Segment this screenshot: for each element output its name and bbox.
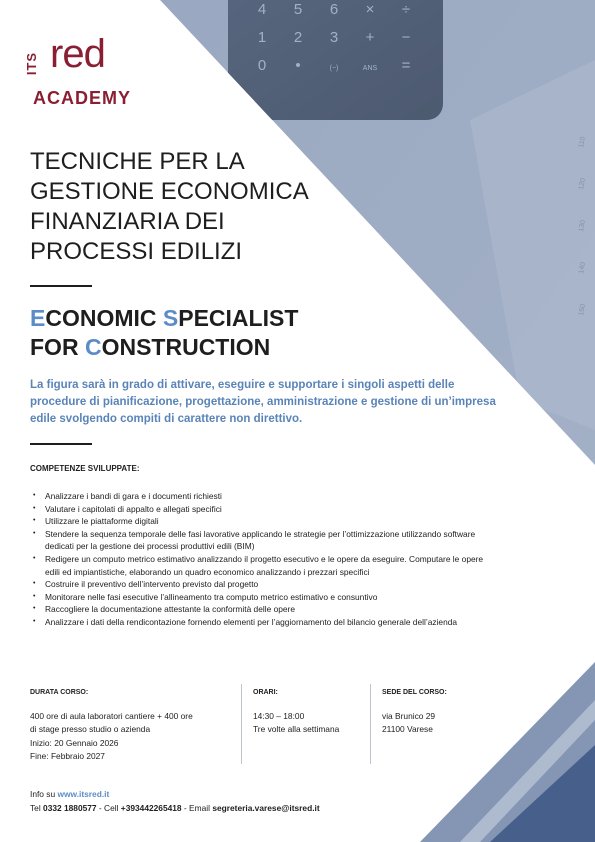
durata-end: Fine: Febbraio 2027 bbox=[30, 751, 105, 762]
logo-academy-text: ACADEMY bbox=[33, 88, 132, 108]
durata-line: 400 ore di aula laboratori cantiere + 400 ore bbox=[30, 710, 193, 721]
competenze-heading: COMPETENZE SVILUPPATE: bbox=[30, 464, 140, 473]
list-item: • Valutare i capitolati di appalto e allegati specifici bbox=[30, 503, 495, 516]
subtitle-initial: E bbox=[30, 305, 46, 331]
durata-start: Inizio: 20 Gennaio 2026 bbox=[30, 737, 119, 748]
page-title bbox=[30, 147, 360, 267]
sede-section bbox=[382, 686, 502, 737]
website-link[interactable]: www.itsred.it bbox=[57, 789, 110, 799]
orari-time: 14:30 – 18:00 bbox=[253, 710, 305, 721]
list-item: • Redigere un computo metrico estimativo analizzando il progetto esecutivo e le opere da eseguire. Computare le opere edili ed impiantistiche, elaborando un quadro economico analizzando i prezzari specifici bbox=[30, 553, 495, 578]
contact-block bbox=[30, 788, 320, 815]
subtitle-text: PECIALIST bbox=[178, 305, 299, 331]
column-divider bbox=[241, 684, 242, 764]
subtitle-text: CONOMIC bbox=[45, 305, 163, 331]
orari-section bbox=[253, 686, 363, 737]
title-line: FINANZIARIA DEI bbox=[30, 208, 225, 235]
subtitle-initial: S bbox=[162, 305, 179, 331]
durata-label: DURATA CORSO: bbox=[30, 689, 89, 696]
subtitle-text: ONSTRUCTION bbox=[101, 334, 271, 360]
durata-section bbox=[30, 686, 235, 764]
info-prefix: Info su bbox=[30, 789, 58, 799]
email-prefix: - Email bbox=[181, 802, 213, 813]
phone-number[interactable]: 0332 1880577 bbox=[43, 802, 97, 813]
competenze-list bbox=[30, 490, 495, 629]
course-subtitle bbox=[30, 304, 298, 362]
title-line: GESTIONE ECONOMICA bbox=[30, 178, 309, 205]
sede-label: SEDE DEL CORSO: bbox=[382, 689, 447, 696]
list-item: • Stendere la sequenza temporale delle fasi lavorative applicando le strategie per l’ottimizzazione utilizzando software dedicati per la gestione dei processi produttivi edili (BIM) bbox=[30, 528, 495, 553]
orari-label: ORARI: bbox=[253, 689, 278, 696]
cell-prefix: - Cell bbox=[96, 802, 121, 813]
email-link[interactable]: segreteria.varese@itsred.it bbox=[212, 802, 320, 813]
durata-line: di stage presso studio o azienda bbox=[30, 724, 151, 735]
course-description: La figura sarà in grado di attivare, eseguire e supportare i singoli aspetti delle procedure di pianificazione, progettazione, amministrazione e gestione di un’impresa edile svolgendo compiti di carattere non direttivo. bbox=[30, 379, 496, 425]
column-divider bbox=[370, 684, 371, 764]
logo-its-text: ITS bbox=[24, 51, 40, 76]
logo-red-text: red bbox=[50, 32, 105, 76]
title-line: PROCESSI EDILIZI bbox=[30, 238, 243, 265]
its-red-academy-logo bbox=[24, 32, 142, 108]
list-item: • Utilizzare le piattaforme digitali bbox=[30, 515, 495, 528]
list-item: • Raccogliere la documentazione attestante la conformità delle opere bbox=[30, 603, 495, 616]
subtitle-initial: C bbox=[84, 334, 102, 360]
cell-number[interactable]: +393442265418 bbox=[120, 802, 182, 813]
sede-city: 21100 Varese bbox=[382, 724, 433, 735]
orari-frequency: Tre volte alla settimana bbox=[253, 724, 340, 735]
subtitle-text: FOR bbox=[30, 334, 85, 360]
sede-street: via Brunico 29 bbox=[382, 710, 436, 721]
divider bbox=[30, 285, 92, 287]
tel-prefix: Tel bbox=[30, 802, 44, 813]
list-item: • Analizzare i bandi di gara e i documenti richiesti bbox=[30, 490, 495, 503]
list-item: • Monitorare nelle fasi esecutive l’allineamento tra computo metrico estimativo e consuntivo bbox=[30, 591, 495, 604]
title-line: TECNICHE PER LA bbox=[30, 148, 245, 175]
list-item: • Costruire il preventivo dell’intervento previsto dal progetto bbox=[30, 578, 495, 591]
divider bbox=[30, 443, 92, 445]
list-item: • Analizzare i dati della rendicontazione fornendo elementi per l’aggiornamento del bilancio generale dell’azienda bbox=[30, 616, 495, 629]
